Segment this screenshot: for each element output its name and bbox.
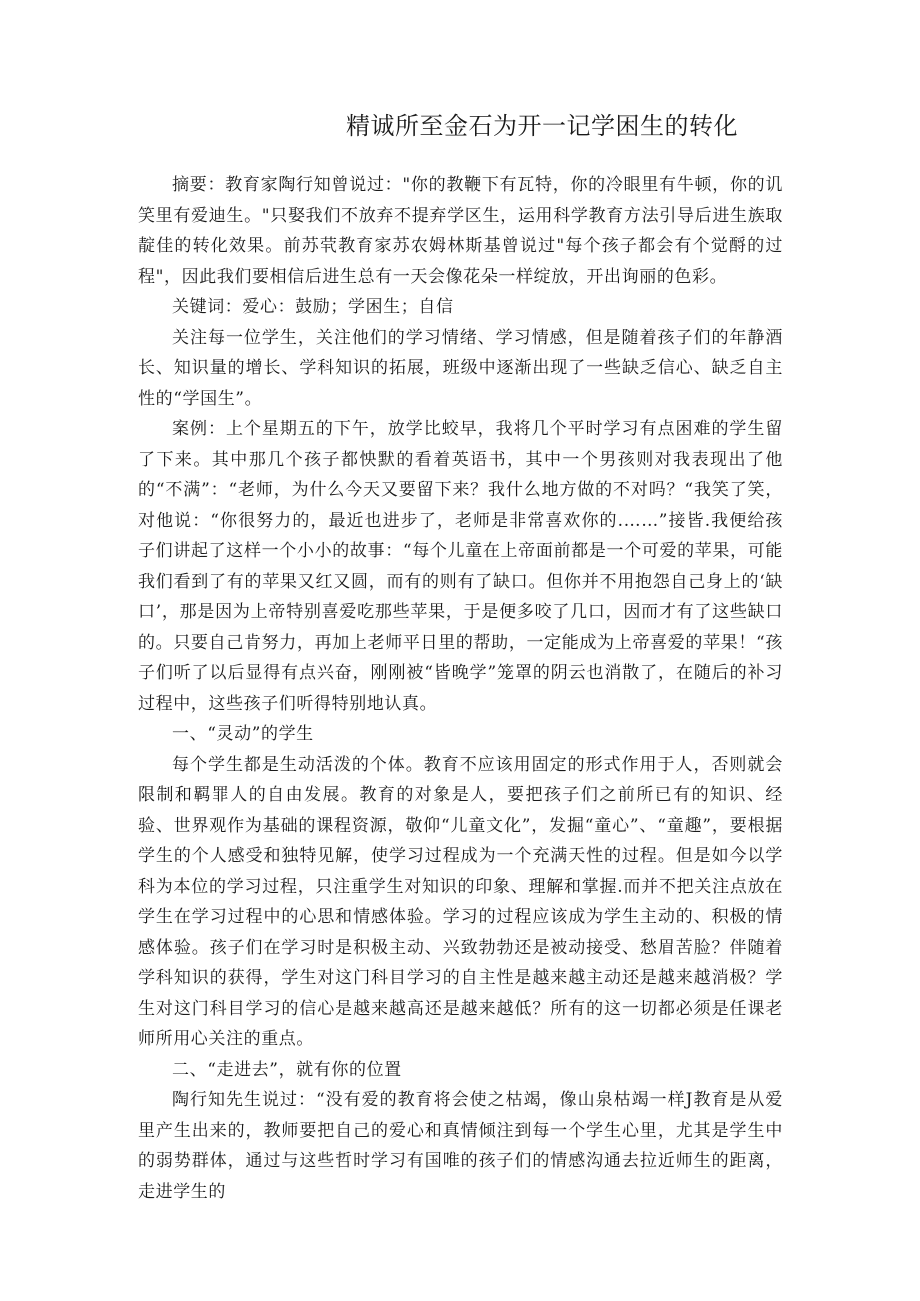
section-1-paragraph: 每个学生都是生动活泼的个体。教育不应该用固定的形式作用于人，否则就会限制和羁罪人的自由发展。教育的对象是人，要把孩子们之前所已有的知识、经验、世界观作为基础的课程资源，敬仰“儿童文化”，发掘“童心”、“童趣”，要根据学生的个人感受和独特见解，使学习过程成为一个充满天性的过程。但是如今以学科为本位的学习过程，只注重学生对知识的印象、理解和掌握.而并不把关注点放在学生在学习过程中的心思和情感体验。学习的过程应该成为学生主动的、积极的情感体验。孩子们在学习时是积极主动、兴致勃勃还是被动接受、愁眉苦脸？伴随着学科知识的获得，学生对这门科目学习的自主性是越来越主动还是越来越消极？学生对这门科目学习的信心是越来越高还是越来越低？所有的这一切都必须是任课老师所用心关注的重点。 <box>138 754 783 1049</box>
section-1-heading: 一、“灵动”的学生 <box>172 724 314 744</box>
document-body <box>138 170 783 1207</box>
document-title: 精诚所至金石为开一记学困生的转化 <box>346 112 738 140</box>
abstract-paragraph: 摘要：教育家陶行知曾说过："你的教鞭下有瓦特，你的冷眼里有牛顿，你的讥笑里有爱迪生。"只娶我们不放弃不提弃学区生，运用科学教育方法引导后进生族取靛佳的转化效果。前苏茕教育家苏农姆林斯基曾说过"每个孩子都会有个觉酹的过程"，因此我们要相信后进生总有一天会像花朵一样绽放，开出询丽的色彩。 <box>138 175 783 287</box>
intro-paragraph: 关注每一位学生，关注他们的学习情绪、学习情感，但是随着孩子们的年静酒长、知识量的增长、学科知识的拓展，班级中逐渐出现了一些缺乏信心、缺乏自主性的“学国生”。 <box>138 327 783 409</box>
section-2-paragraph: 陶行知先生说过：“没有爱的教育将会使之枯竭，像山泉枯竭一样J教育是从爱里产生出来的，教师要把自己的爱心和真情倾注到每一个学生心里，尤其是学生中的弱势群体，通过与这些哲时学习有国唯的孩子们的情感沟通去拉近师生的距离，走进学生的 <box>138 1090 783 1202</box>
case-paragraph: 案例：上个星期五的下午，放学比蛟早，我将几个平时学习有点困难的学生留了下来。其中那几个孩子都怏默的看着英语书，其中一个男孩则对我表现出了他的“不满”：“老师，为什么今天又要留下来？我什么地方做的不对吗？“我笑了笑，对他说：“你很努力的，最近也进步了，老师是非常喜欢你的.……”接皆.我便给孩子们讲起了这样一个小小的故事：“每个儿童在上帝面前都是一个可爱的苹果，可能我们看到了有的苹果又红又圆，而有的则有了缺口。但你并不用抱怨自己身上的‘缺口’，那是因为上帝特别喜爱吃那些苹果，于是便多咬了几口，因而才有了这些缺口的。只要自己肯努力，再加上老师平日里的帮助，一定能成为上帝喜爱的苹果！“孩子们听了以后显得有点兴奋，刚刚被“皆晚学”笼罩的阴云也消散了，在随后的补习过程中，这些孩子们听得特别地认真。 <box>138 419 783 714</box>
keywords-line: 关键词：爱心：鼓励；学困生；自信 <box>172 297 454 317</box>
section-2-heading: 二、“走进去”，就有你的位置 <box>172 1059 402 1080</box>
